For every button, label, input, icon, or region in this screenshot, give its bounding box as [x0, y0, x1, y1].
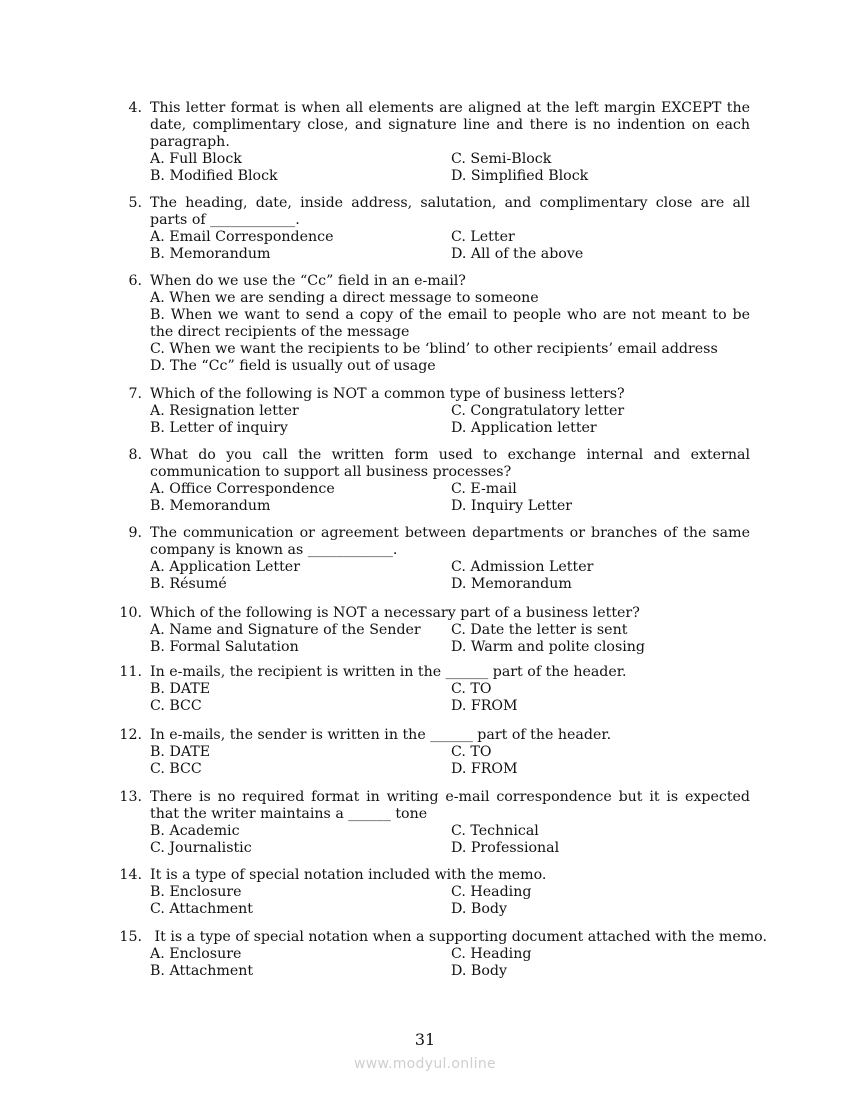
choice-a: A. When we are sending a direct message to someone	[150, 290, 539, 306]
question-stem: In e-mails, the recipient is written in the ______ part of the header.	[150, 664, 627, 680]
question-4	[112, 100, 750, 185]
question-number: 13.	[119, 789, 142, 805]
choice-c: C. Date the letter is sent	[451, 622, 628, 638]
choice-d: D. Warm and polite closing	[451, 639, 645, 655]
choice-c: C. Congratulatory letter	[451, 403, 625, 419]
choice-c: C. Heading	[451, 884, 532, 900]
choice-d: D. Professional	[451, 840, 560, 856]
question-stem: What do you call the written form used to exchange internal and external communication to support all business processes?	[150, 447, 750, 480]
choice-c: C. Admission Letter	[451, 559, 594, 575]
choice-d: D. Inquiry Letter	[451, 498, 573, 514]
question-11	[112, 664, 750, 715]
choice-c: C. Journalistic	[150, 840, 252, 856]
choice-d: D. FROM	[451, 698, 518, 714]
choice-d: D. All of the above	[451, 246, 584, 262]
question-number: 5.	[128, 195, 142, 211]
question-number: 4.	[128, 100, 142, 116]
question-number: 11.	[119, 664, 142, 680]
choice-d: D. Simplified Block	[451, 168, 589, 184]
question-number: 12.	[119, 727, 142, 743]
choice-b: B. Enclosure	[150, 884, 242, 900]
choice-a: A. Office Correspondence	[150, 481, 335, 497]
choice-b: B. DATE	[150, 744, 211, 760]
choice-c: C. Heading	[451, 946, 532, 962]
choice-c: C. BCC	[150, 698, 202, 714]
question-8	[112, 447, 750, 515]
question-number: 15.	[119, 929, 142, 945]
question-number: 8.	[128, 447, 142, 463]
choice-d: D. The “Cc” field is usually out of usage	[150, 358, 436, 374]
choice-c: C. Letter	[451, 229, 515, 245]
choice-d: D. Application letter	[451, 420, 597, 436]
question-stem: It is a type of special notation when a supporting document attached with the memo.	[150, 929, 767, 945]
choice-c: C. Semi-Block	[451, 151, 552, 167]
question-stem: When do we use the “Cc” field in an e-mail?	[150, 273, 466, 289]
choice-c: C. Attachment	[150, 901, 253, 917]
question-12	[112, 727, 750, 778]
choice-b: B. DATE	[150, 681, 211, 697]
choice-a: A. Enclosure	[150, 946, 242, 962]
question-stem: Which of the following is NOT a necessary part of a business letter?	[150, 605, 640, 621]
question-stem: This letter format is when all elements are aligned at the left margin EXCEPT the date, complimentary close, and signature line and there is no indention on each paragraph.	[150, 100, 750, 150]
question-14	[112, 867, 750, 918]
choice-c: C. When we want the recipients to be ‘blind’ to other recipients’ email address	[150, 341, 718, 357]
choice-a: A. Resignation letter	[150, 403, 299, 419]
question-number: 7.	[128, 386, 142, 402]
choice-b: B. Memorandum	[150, 246, 271, 262]
question-stem: The communication or agreement between departments or branches of the same company is known as ____________.	[150, 525, 750, 558]
choice-b: B. Formal Salutation	[150, 639, 299, 655]
question-13	[112, 789, 750, 857]
question-stem: In e-mails, the sender is written in the ______ part of the header.	[150, 727, 612, 743]
question-6	[112, 273, 750, 375]
question-stem: Which of the following is NOT a common type of business letters?	[150, 386, 625, 402]
question-stem: The heading, date, inside address, salutation, and complimentary close are all parts of ____________.	[150, 195, 750, 228]
choice-a: A. Name and Signature of the Sender	[150, 622, 421, 638]
choice-b: B. Memorandum	[150, 498, 271, 514]
question-number: 14.	[119, 867, 142, 883]
page-number: 31	[414, 1030, 436, 1049]
choice-b: B. Attachment	[150, 963, 254, 979]
choice-d: D. Body	[451, 901, 507, 917]
choice-c: C. E-mail	[451, 481, 517, 497]
question-number: 9.	[128, 525, 142, 541]
question-10	[112, 605, 750, 656]
question-15	[112, 929, 767, 980]
choice-b: B. Academic	[150, 823, 240, 839]
choice-b: B. Modified Block	[150, 168, 278, 184]
choice-c: C. TO	[451, 681, 492, 697]
choice-c: C. TO	[451, 744, 492, 760]
choice-a: A. Application Letter	[150, 559, 300, 575]
choice-d: D. FROM	[451, 761, 518, 777]
choice-d: D. Memorandum	[451, 576, 572, 592]
choice-b: B. When we want to send a copy of the email to people who are not meant to be the direct recipients of the message	[150, 307, 750, 340]
choice-a: A. Email Correspondence	[150, 229, 334, 245]
choice-b: B. Letter of inquiry	[150, 420, 288, 436]
choice-a: A. Full Block	[150, 151, 242, 167]
question-number: 6.	[128, 273, 142, 289]
question-number: 10.	[119, 605, 142, 621]
choice-c: C. BCC	[150, 761, 202, 777]
question-stem: It is a type of special notation included with the memo.	[150, 867, 547, 883]
question-7	[112, 386, 750, 437]
choice-d: D. Body	[451, 963, 507, 979]
question-5	[112, 195, 750, 263]
question-9	[112, 525, 750, 593]
choice-b: B. Résumé	[150, 576, 227, 592]
choice-c: C. Technical	[451, 823, 539, 839]
watermark: www.modyul.online	[354, 1056, 496, 1072]
question-stem: There is no required format in writing e-mail correspondence but it is expected that the writer maintains a ______ tone	[150, 789, 750, 822]
